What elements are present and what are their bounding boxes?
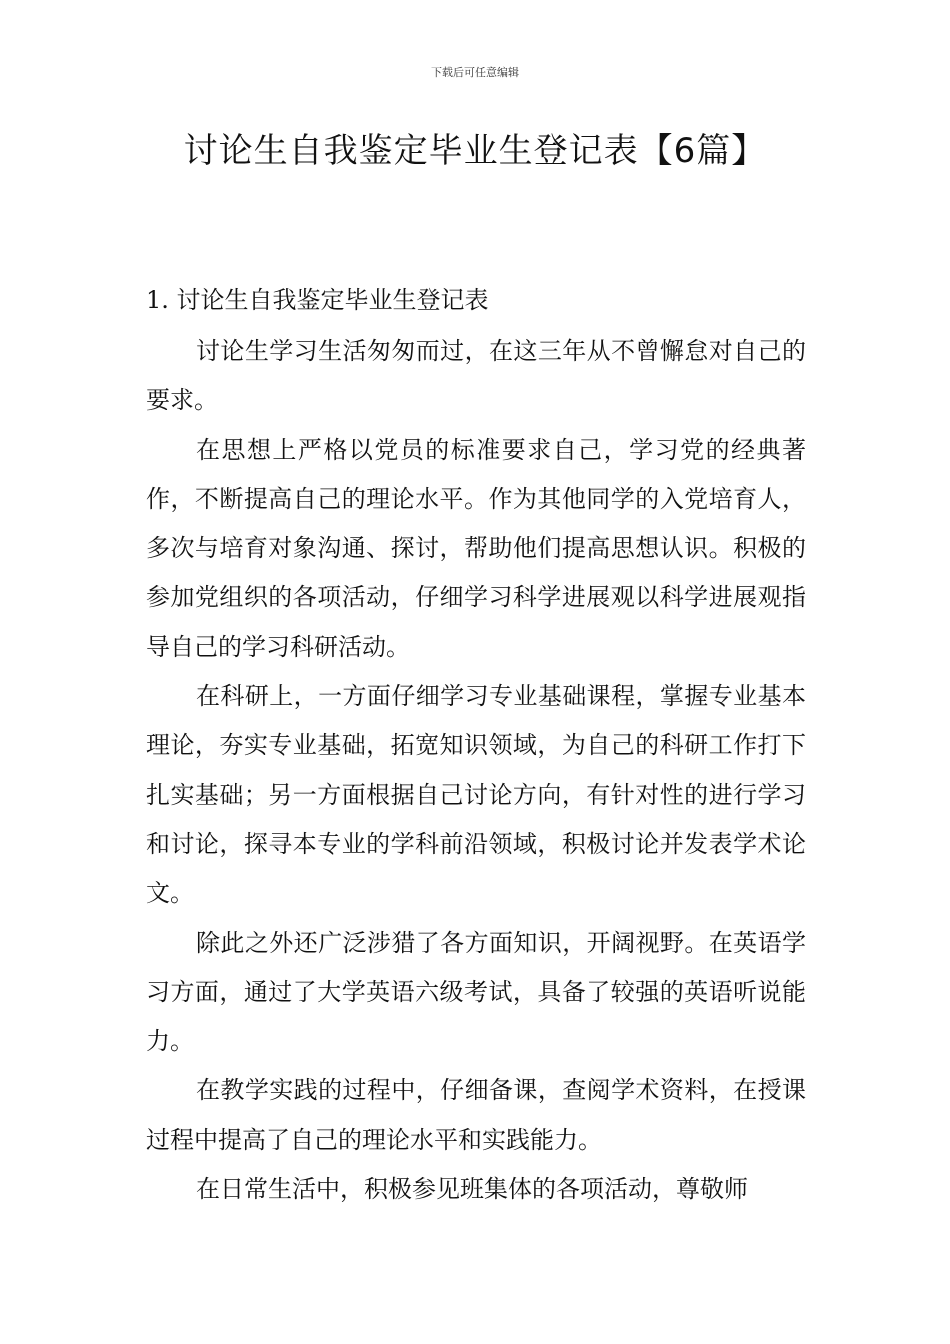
paragraph: 讨论生学习生活匆匆而过，在这三年从不曾懈怠对自己的要求。 bbox=[146, 337, 806, 415]
paragraph: 除此之外还广泛涉猎了各方面知识，开阔视野。在英语学习方面，通过了大学英语六级考试，具备了较强的英语听说能力。 bbox=[146, 928, 806, 1056]
paragraph: 在思想上严格以党员的标准要求自己，学习党的经典著作，不断提高自己的理论水平。作为其他同学的入党培育人，多次与培育对象沟通、探讨，帮助他们提高思想认识。积极的参加党组织的各项活动，仔细学习科学进展观以科学进展观指导自己的学习科研活动。 bbox=[146, 435, 806, 661]
paragraph: 在日常生活中，积极参见班集体的各项活动，尊敬师 bbox=[196, 1175, 748, 1204]
body-text bbox=[146, 327, 806, 1214]
section-heading: 1. 讨论生自我鉴定毕业生登记表 bbox=[146, 286, 489, 314]
paragraph: 在教学实践的过程中，仔细备课，查阅学术资料，在授课过程中提高了自己的理论水平和实践能力。 bbox=[146, 1076, 806, 1154]
document-title: 讨论生自我鉴定毕业生登记表【6篇】 bbox=[183, 131, 767, 171]
header-note: 下载后可任意编辑 bbox=[431, 66, 519, 79]
paragraph: 在科研上，一方面仔细学习专业基础课程，掌握专业基本理论，夯实专业基础，拓宽知识领域，为自己的科研工作打下扎实基础；另一方面根据自己讨论方向，有针对性的进行学习和讨论，探寻本专业的学科前沿领域，积极讨论并发表学术论文。 bbox=[146, 682, 806, 908]
